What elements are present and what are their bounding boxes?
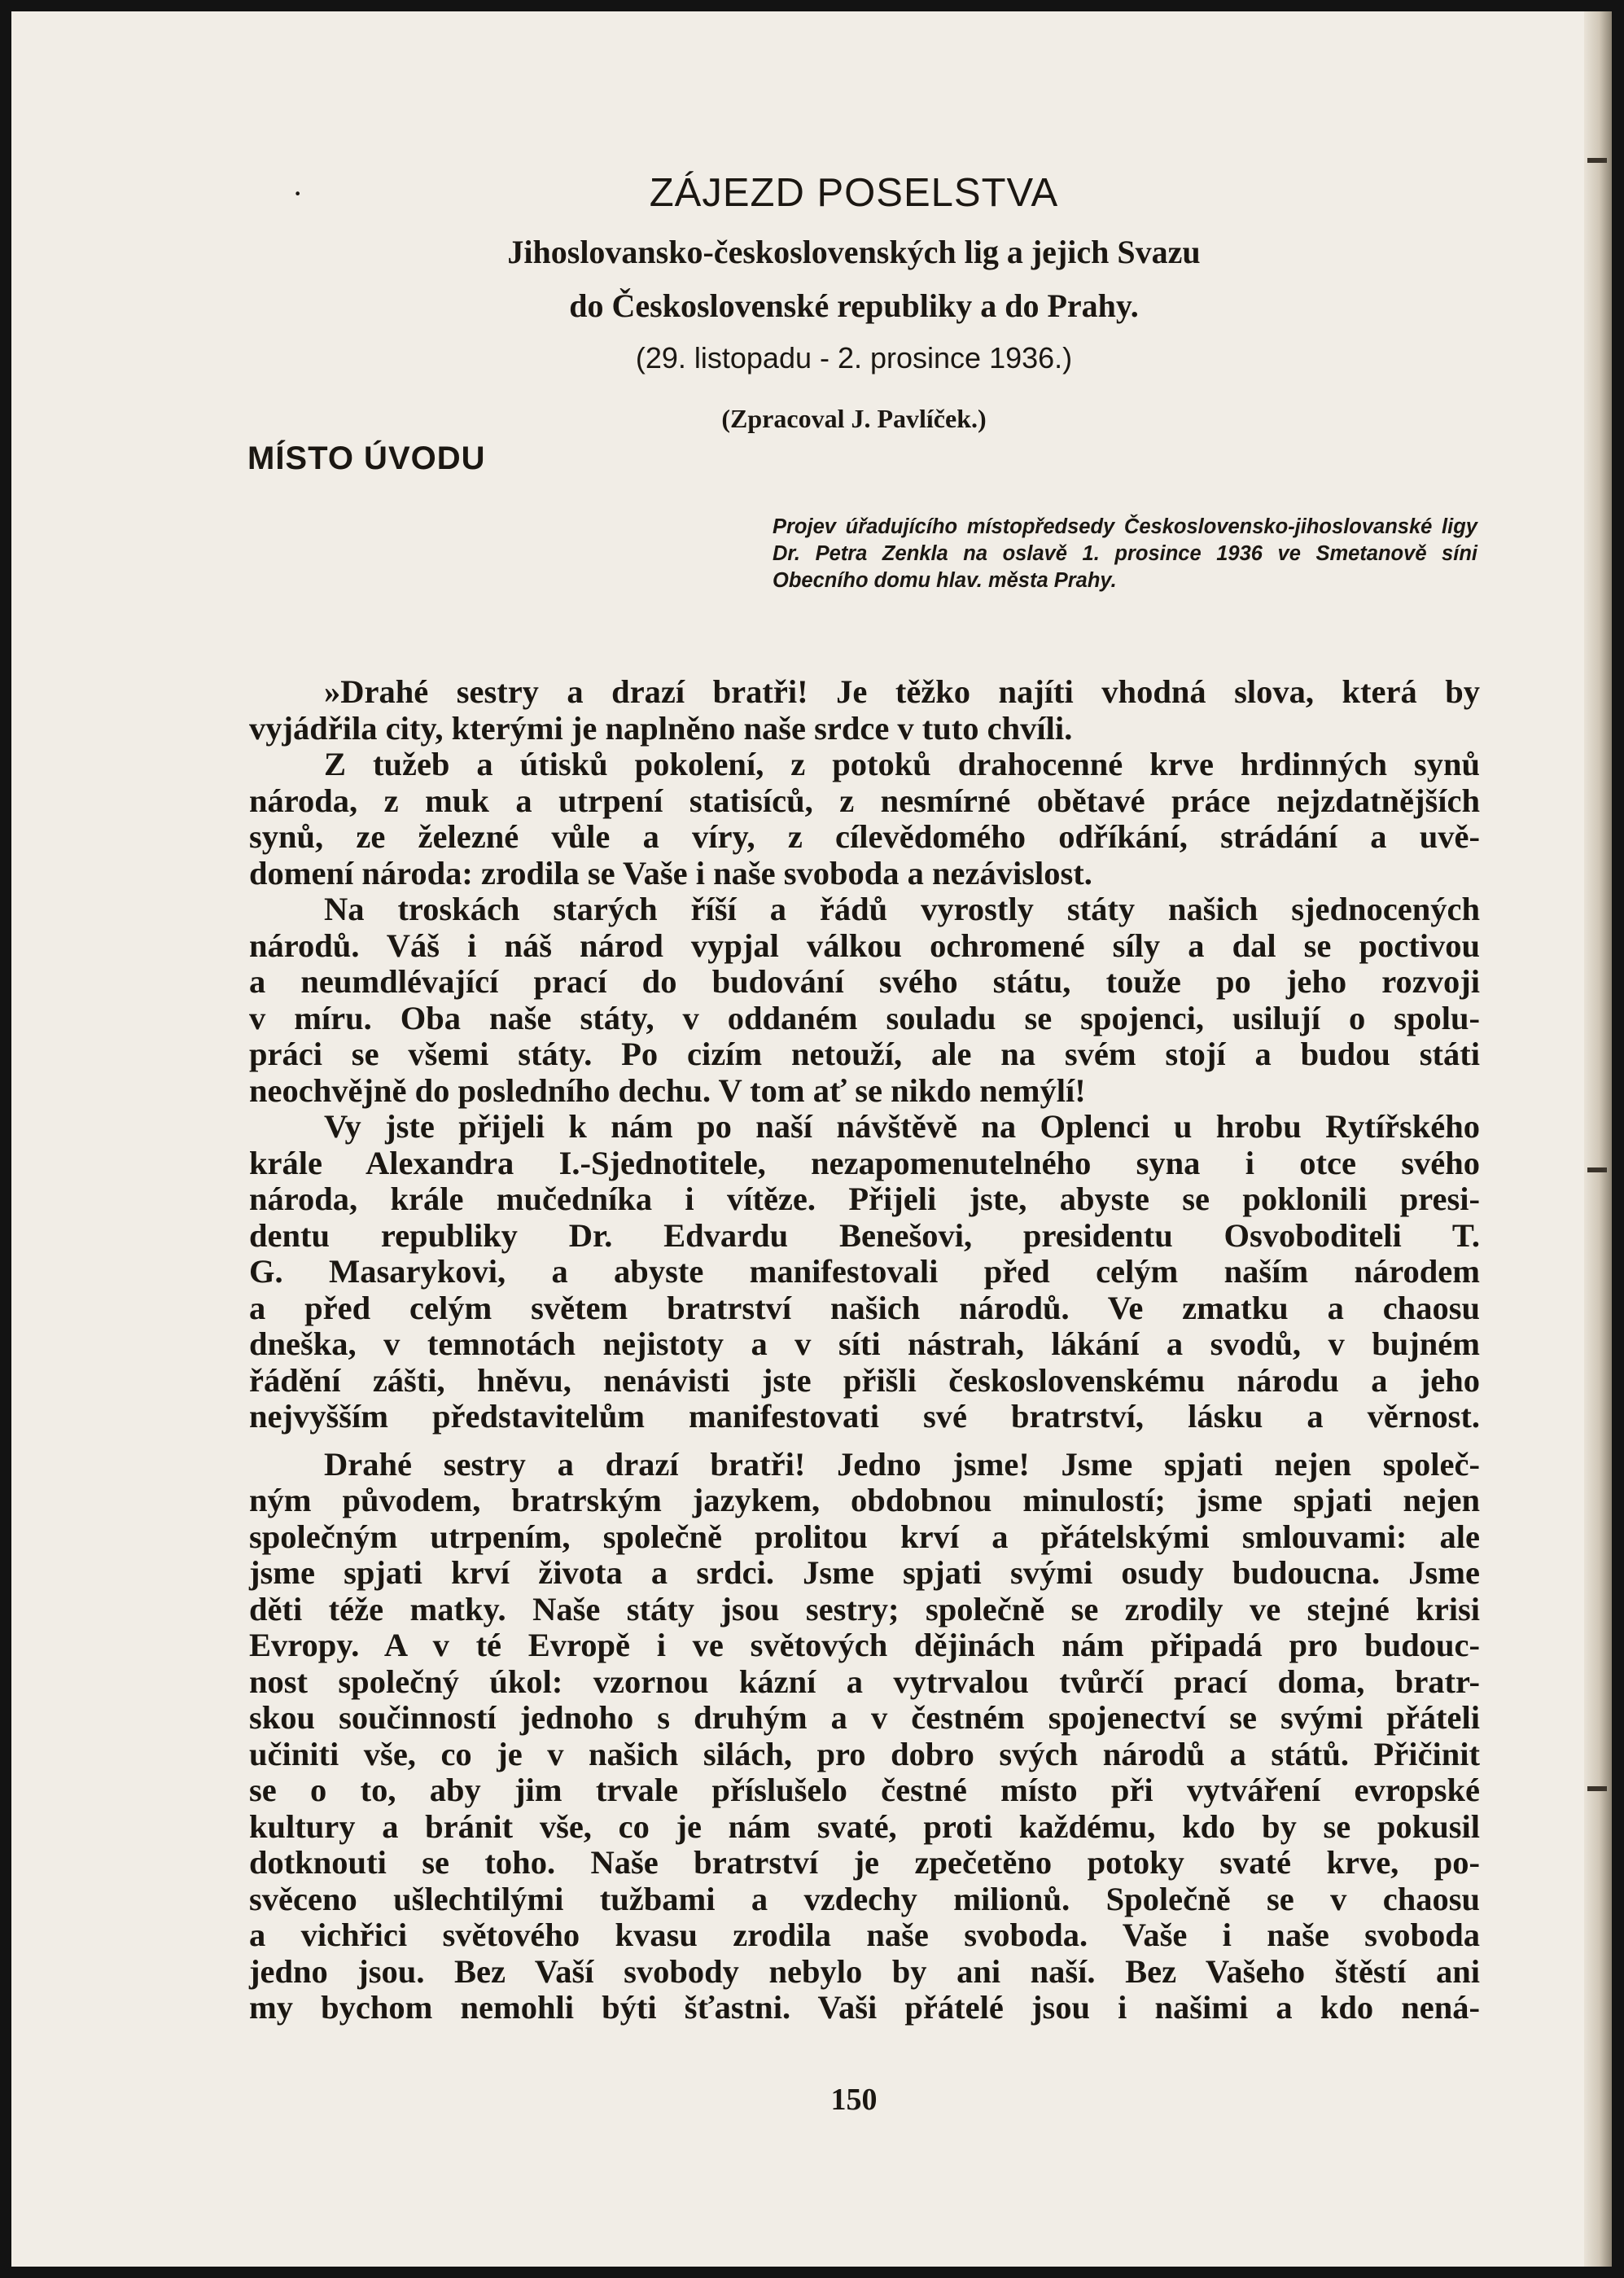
binding-mark	[1587, 1167, 1607, 1172]
text-line: Vy jste přijeli k nám po naší návštěvě na Oplenci u hrobu Rytířského	[324, 1108, 1480, 1145]
article-credit: (Zpracoval J. Pavlíček.)	[721, 404, 987, 433]
binding-mark	[1587, 158, 1607, 163]
binding-mark	[1587, 1786, 1607, 1791]
body-text	[249, 674, 1480, 2026]
text-line: nejvyšším představitelům manifestovati své bratrství, lásku a věrnost.	[249, 1398, 1480, 1435]
article-subtitle: do Československé republiky a do Prahy.	[569, 287, 1139, 324]
text-line: my bychom nemohli býti šťastni. Vaši přátelé jsou i našimi a kdo nená-	[249, 1989, 1480, 2026]
text-line: Evropy. A v té Evropě i ve světových dějinách nám připadá pro budouc-	[249, 1627, 1480, 1663]
text-line: národa, z muk a utrpení statisíců, z nesmírné obětavé práce nejzdatnějších	[249, 782, 1480, 819]
speech-note: Projev úřadujícího místopředsedy Československo-jihoslovanské ligy Dr. Petra Zenkla na oslavě 1. prosince 1936 ve Smetanově síni Obecního domu hlav. města Prahy.	[773, 515, 1477, 592]
text-line: řádění zášti, hněvu, nenávisti jste přišli československému národu a jeho	[249, 1361, 1480, 1399]
text-line: kultury a bránit vše, co je nám svaté, proti každému, kdo by se pokusil	[249, 1807, 1480, 1845]
article-subtitle: Jihoslovansko-československých lig a jejich Svazu	[507, 234, 1201, 270]
text-line: krále Alexandra I.-Sjednotitele, nezapomenutelného syna i otce svého	[249, 1144, 1480, 1181]
section-heading: MÍSTO ÚVODU	[247, 440, 486, 476]
text-line: svěceno ušlechtilými tužbami a vzdechy milionů. Společně se v chaosu	[249, 1880, 1480, 1917]
text-line: učiniti vše, co je v našich silách, pro dobro svých národů a států. Přičinit	[249, 1735, 1480, 1772]
text-line: neochvějně do posledního dechu. V tom ať se nikdo nemýlí!	[249, 1071, 1086, 1109]
text-line: dentu republiky Dr. Edvardu Benešovi, presidentu Osvoboditeli T.	[249, 1216, 1480, 1254]
text-line: »Drahé sestry a drazí bratři! Je těžko najíti vhodná slova, která by	[324, 673, 1480, 710]
text-line: Na troskách starých říší a řádů vyrostly státy našich sjednocených	[324, 891, 1480, 927]
paragraph-gap	[249, 1435, 1480, 1447]
text-line: vyjádřila city, kterými je naplněno naše srdce v tuto chvíli.	[249, 709, 1073, 747]
document-page	[11, 11, 1612, 2267]
article-dates: (29. listopadu - 2. prosince 1936.)	[635, 341, 1073, 375]
stray-mark: ·	[292, 175, 304, 212]
text-line: jedno jsou. Bez Vaší svobody nebylo by ani naší. Bez Vašeho štěstí ani	[249, 1952, 1480, 1990]
text-line: G. Masarykovi, a abyste manifestovali před celým naším národem	[249, 1253, 1480, 1290]
text-line: dneška, v temnotách nejistoty a v síti nástrah, lákání a svodů, v bujném	[249, 1325, 1480, 1362]
text-line: práci se všemi státy. Po cizím netouží, ale na svém stojí a budou státi	[249, 1036, 1480, 1072]
text-line: se o to, aby jim trvale příslušelo čestné místo při vytváření evropské	[249, 1772, 1480, 1808]
text-line: a vichřici světového kvasu zrodila naše svoboda. Vaše i naše svoboda	[249, 1917, 1480, 1953]
text-line: a před celým světem bratrství našich národů. Ve zmatku a chaosu	[249, 1289, 1480, 1326]
text-line: v míru. Oba naše státy, v oddaném souladu se spojenci, usilují o spolu-	[249, 999, 1480, 1036]
text-line: nost společný úkol: vzornou kázní a vytrvalou tvůrčí prací doma, bratr-	[249, 1663, 1480, 1700]
text-line: dotknouti se toho. Naše bratrství je zpečetěno potoky svaté krve, po-	[249, 1844, 1480, 1881]
text-line: Z tužeb a útisků pokolení, z potoků drahocenné krve hrdinných synů	[324, 746, 1480, 782]
text-line: skou součinností jednoho s druhým a v čestném spojenectví se svými přáteli	[249, 1699, 1480, 1736]
text-line: synů, ze železné vůle a víry, z cílevědomého odříkání, strádání a uvě-	[249, 818, 1480, 855]
text-line: Drahé sestry a drazí bratři! Jedno jsme! Jsme spjati nejen společ-	[324, 1445, 1480, 1483]
text-line: jsme spjati krví života a srdci. Jsme spjati svými osudy budoucna. Jsme	[249, 1554, 1480, 1591]
text-line: domení národa: zrodila se Vaše i naše svoboda a nezávislost.	[249, 854, 1092, 891]
text-line: národa, krále mučedníka i vítěze. Přijeli jste, abyste se poklonili presi-	[249, 1181, 1480, 1217]
page-number: 150	[830, 2083, 878, 2117]
article-title: ZÁJEZD POSELSTVA	[649, 171, 1059, 215]
text-line: společným utrpením, společně prolitou krví a přátelskými smlouvami: ale	[249, 1518, 1480, 1555]
text-line: a neumdlévající prací do budování svého státu, touže po jeho rozvoji	[249, 963, 1480, 1000]
text-line: národů. Váš i náš národ vypjal válkou ochromené síly a dal se poctivou	[249, 927, 1480, 964]
text-line: ným původem, bratrským jazykem, obdobnou minulostí; jsme spjati nejen	[249, 1482, 1480, 1518]
text-line: děti téže matky. Naše státy jsou sestry; společně se zrodily ve stejné krisi	[249, 1590, 1480, 1627]
